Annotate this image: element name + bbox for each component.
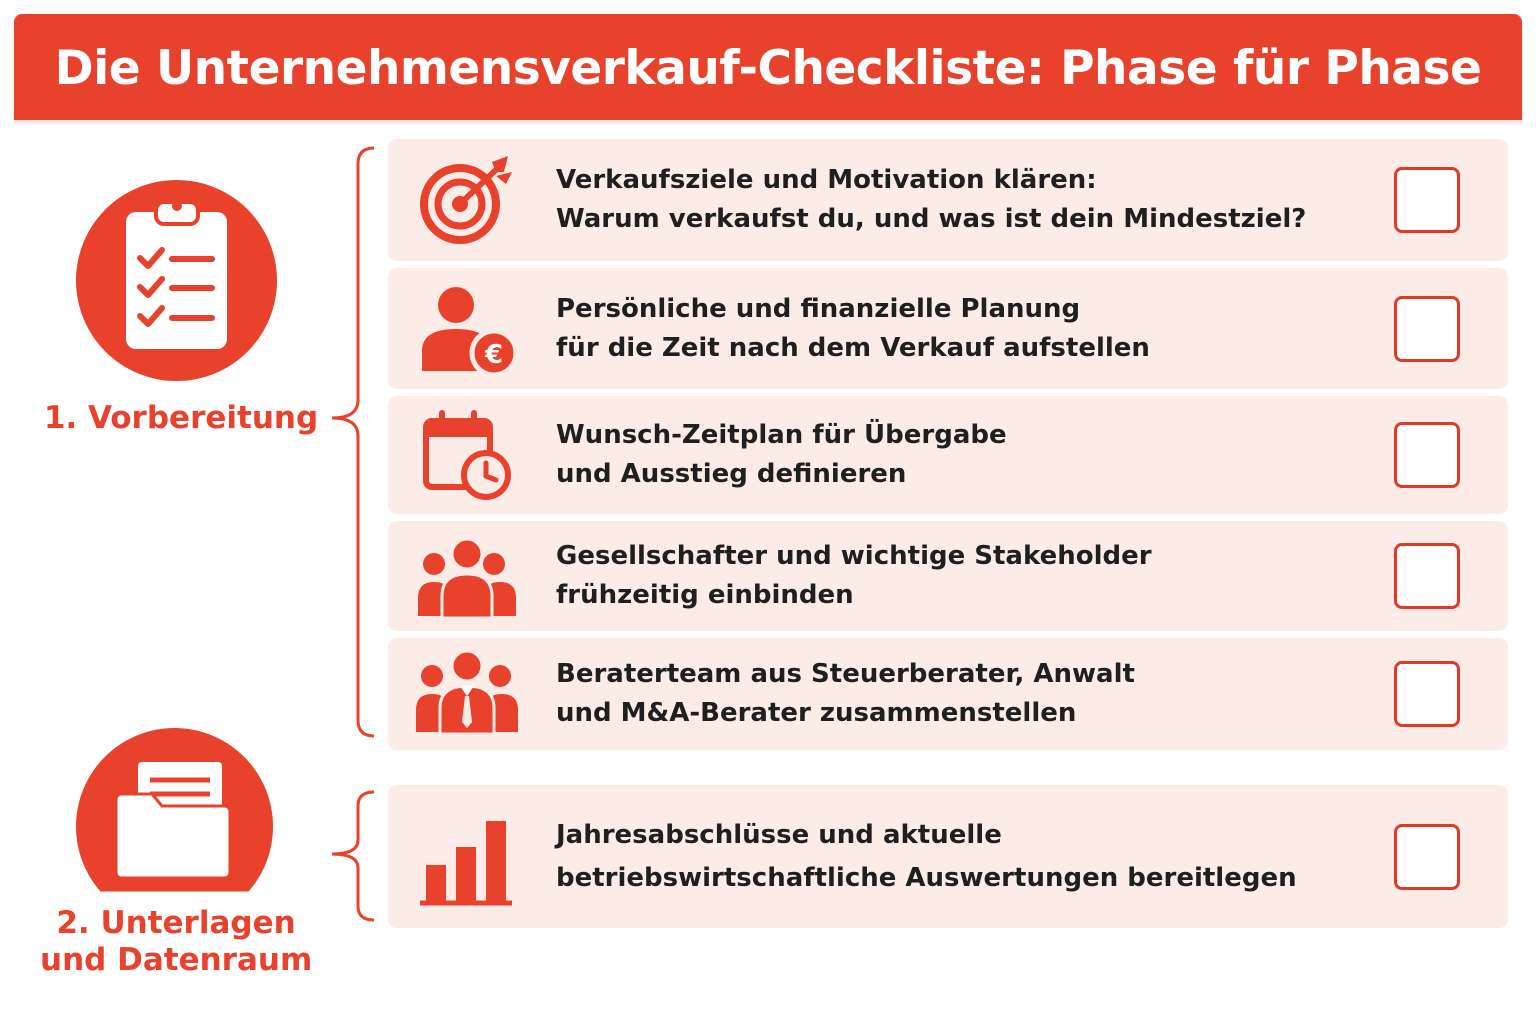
item-3-line-1: Wunsch-Zeitplan für Übergabe: [556, 420, 1007, 450]
phase-1-label: 1. Vorbereitung: [43, 400, 319, 436]
phase-1-bracket: [326, 142, 386, 742]
phase-2-label-line-1: 2. Unterlagen: [56, 905, 296, 941]
checklist-item-4: [388, 521, 1508, 631]
item-5-line-2: und M&A-Berater zusammenstellen: [556, 698, 1077, 728]
item-1-checkbox[interactable]: [1394, 167, 1460, 233]
phase-2-label: [40, 905, 312, 979]
item-5-checkbox[interactable]: [1394, 661, 1460, 727]
item-2-line-2: für die Zeit nach dem Verkauf aufstellen: [556, 332, 1150, 363]
item-3-checkbox[interactable]: [1394, 422, 1460, 488]
svg-text:€: €: [484, 339, 504, 370]
item-4-line-2: frühzeitig einbinden: [556, 580, 854, 610]
calendar-clock-icon: [412, 405, 522, 505]
item-6-checkbox[interactable]: [1394, 824, 1460, 890]
page-title: Die Unternehmensverkauf-Checkliste: Phase für Phase: [54, 41, 1482, 96]
item-6-line-1: Jahresabschlüsse und aktuelle: [556, 819, 1002, 850]
checklist-item-1: [388, 139, 1508, 261]
item-1-line-1: Verkaufsziele und Motivation klären:: [556, 165, 1097, 195]
item-2-checkbox[interactable]: [1394, 296, 1460, 362]
phase-2-label-line-2: und Datenraum: [40, 942, 313, 978]
phase-2-badge: [76, 728, 273, 925]
advisor-team-icon: [412, 644, 522, 744]
header-banner: [14, 14, 1522, 120]
item-4-checkbox[interactable]: [1394, 543, 1460, 609]
group-icon: [412, 526, 522, 626]
item-3-line-2: und Ausstieg definieren: [556, 459, 907, 489]
phase-2-bracket: [326, 786, 386, 926]
person-euro-icon: [412, 279, 522, 379]
checklist-item-5: [388, 638, 1508, 750]
item-6-line-2: betriebswirtschaftliche Auswertungen bereitlegen: [556, 862, 1297, 893]
clipboard-checklist-icon: [76, 180, 277, 381]
checklist-item-3: [388, 396, 1508, 514]
target-icon: [412, 150, 522, 250]
checklist-item-2: [388, 268, 1508, 389]
phase-1-badge: [76, 180, 277, 381]
item-5-line-1: Beraterteam aus Steuerberater, Anwalt: [556, 659, 1135, 689]
item-2-line-1: Persönliche und finanzielle Planung: [556, 293, 1081, 324]
folder-documents-icon: [76, 728, 273, 925]
checklist-item-6: [388, 785, 1508, 928]
bar-chart-icon: [412, 807, 522, 907]
item-1-line-2: Warum verkaufst du, und was ist dein Mindestziel?: [556, 204, 1307, 234]
item-4-line-1: Gesellschafter und wichtige Stakeholder: [556, 541, 1152, 571]
